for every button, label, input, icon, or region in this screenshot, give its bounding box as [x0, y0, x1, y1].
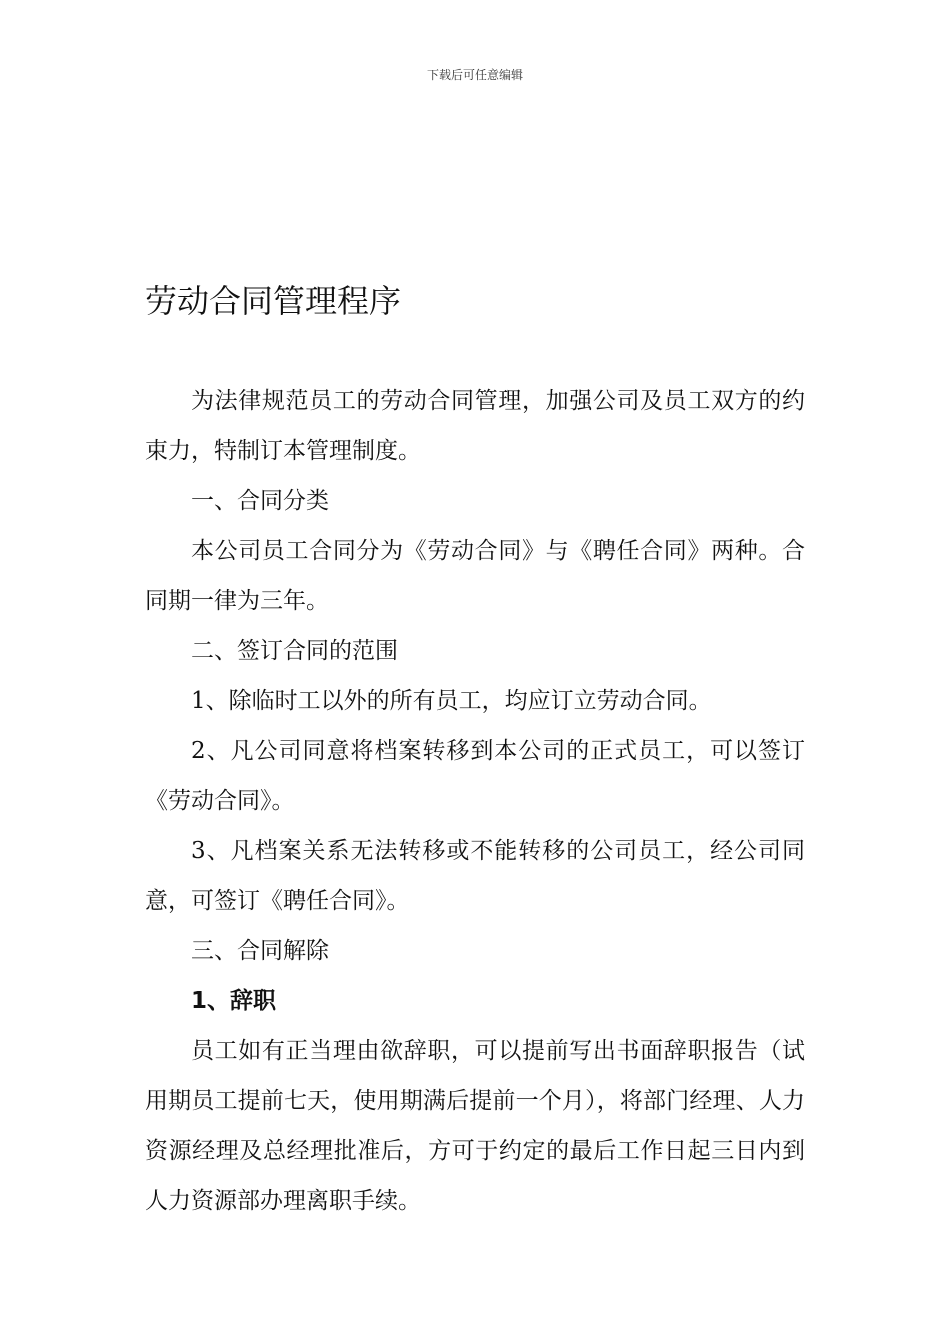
intro-paragraph: 为法律规范员工的劳动合同管理，加强公司及员工双方的约束力，特制订本管理制度。 [145, 388, 805, 464]
scope-item: 2、凡公司同意将档案转移到本公司的正式员工，可以签订《劳动合同》。 [145, 738, 805, 814]
document-body [145, 376, 805, 1226]
document-title: 劳动合同管理程序 [145, 282, 402, 320]
classification-paragraph: 本公司员工合同分为《劳动合同》与《聘任合同》两种。合同期一律为三年。 [145, 538, 805, 614]
scope-item: 3、凡档案关系无法转移或不能转移的公司员工，经公司同意，可签订《聘任合同》。 [145, 838, 805, 914]
section-heading-classification: 一、合同分类 [191, 488, 329, 514]
scope-item: 1、除临时工以外的所有员工，均应订立劳动合同。 [191, 688, 712, 714]
subsection-heading-resignation: 1、辞职 [191, 988, 277, 1014]
resignation-paragraph: 员工如有正当理由欲辞职，可以提前写出书面辞职报告（试用期员工提前七天，使用期满后提前一个月），将部门经理、人力资源经理及总经理批准后，方可于约定的最后工作日起三日内到人力资源部办理离职手续。 [145, 1038, 805, 1214]
section-heading-termination: 三、合同解除 [191, 938, 329, 964]
header-note: 下载后可任意编辑 [426, 68, 523, 82]
section-heading-scope: 二、签订合同的范围 [191, 638, 398, 664]
